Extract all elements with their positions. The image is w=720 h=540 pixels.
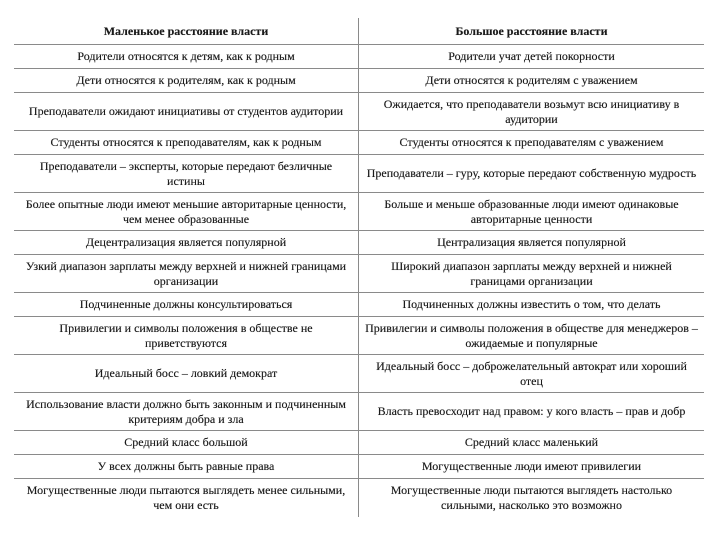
cell-small: Могущественные люди пытаются выглядеть менее сильными, чем они есть (14, 479, 359, 517)
cell-small: Идеальный босс – ловкий демократ (14, 355, 359, 392)
cell-small: Подчиненные должны консультироваться (14, 293, 359, 316)
cell-large: Дети относятся к родителям с уважением (425, 73, 638, 87)
header-large-power-distance: Большое расстояние власти (455, 23, 608, 38)
table-row (14, 479, 704, 517)
cell-large: Централизация является популярной (437, 235, 626, 249)
cell-small: Студенты относятся к преподавателям, как к родным (14, 131, 359, 154)
cell-small: Более опытные люди имеют меньшие авторитарные ценности, чем менее образованные (14, 193, 359, 230)
cell-large: Родители учат детей покорности (448, 49, 615, 63)
table-row (14, 93, 704, 131)
cell-small: Привилегии и символы положения в обществе не приветствуются (14, 317, 359, 354)
table-row (14, 393, 704, 431)
cell-large: Ожидается, что преподаватели возьмут всю инициативу в аудитории (383, 96, 680, 126)
cell-small: Преподаватели – эксперты, которые передают безличные истины (14, 155, 359, 192)
cell-large: Студенты относятся к преподавателям с уважением (399, 135, 664, 149)
cell-large: Преподаватели – гуру, которые передают собственную мудрость (366, 166, 697, 180)
table-row (14, 431, 704, 455)
table-row (14, 317, 704, 355)
table-row (14, 455, 704, 479)
cell-small: Децентрализация является популярной (14, 231, 359, 254)
cell-small: Преподаватели ожидают инициативы от студентов аудитории (14, 93, 359, 130)
table-row (14, 355, 704, 393)
table-row (14, 131, 704, 155)
table-row (14, 69, 704, 93)
cell-large: Власть превосходит над правом: у кого власть – прав и добр (377, 404, 686, 418)
cell-small: Родители относятся к детям, как к родным (14, 45, 359, 68)
cell-large: Больше и меньше образованные люди имеют одинаковые авторитарные ценности (384, 196, 679, 226)
table-header-row (14, 18, 704, 45)
table-row (14, 193, 704, 231)
table-row (14, 231, 704, 255)
cell-large: Средний класс маленький (464, 435, 599, 449)
cell-small: Дети относятся к родителям, как к родным (14, 69, 359, 92)
table-row (14, 45, 704, 69)
cell-small: Средний класс большой (14, 431, 359, 454)
table-row (14, 255, 704, 293)
cell-small: У всех должны быть равные права (14, 455, 359, 478)
cell-small: Использование власти должно быть законным и подчиненным критериям добра и зла (14, 393, 359, 430)
table-row (14, 155, 704, 193)
cell-large: Могущественные люди имеют привилегии (421, 459, 642, 473)
header-small-power-distance: Маленькое расстояние власти (14, 18, 359, 44)
cell-large: Могущественные люди пытаются выглядеть настолько сильными, насколько это возможно (390, 483, 673, 512)
cell-small: Узкий диапазон зарплаты между верхней и нижней границами организации (14, 255, 359, 292)
cell-large: Идеальный босс – доброжелательный автократ или хороший отец (376, 358, 687, 388)
table-row (14, 293, 704, 317)
cell-large: Широкий диапазон зарплаты между верхней и нижней границами организации (391, 258, 672, 288)
comparison-table (14, 18, 704, 538)
cell-large: Привилегии и символы положения в обществе для менеджеров – ожидаемые и популярные (365, 320, 698, 350)
cell-large: Подчиненных должны известить о том, что делать (402, 297, 661, 311)
